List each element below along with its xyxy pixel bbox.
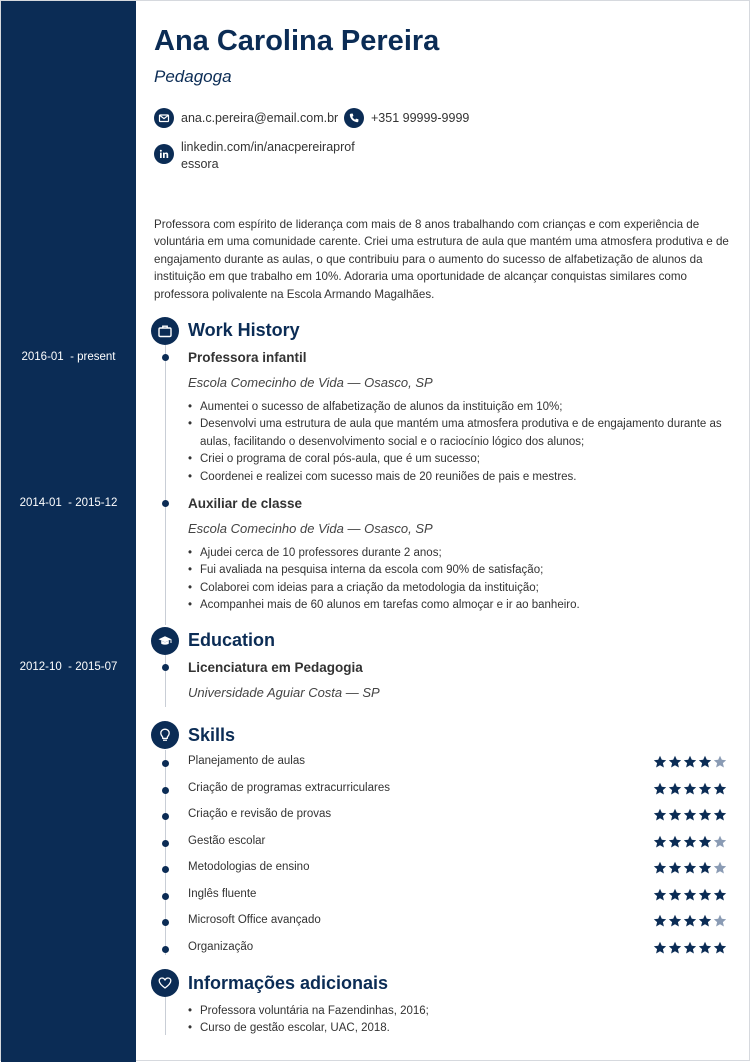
candidate-role: Pedagoga <box>154 67 232 86</box>
profile-summary: Professora com espírito de liderança com mais de 8 anos trabalhando com crianças e com experiência de voluntária em uma comunidade carente. Criei uma estrutura de aula que mantém uma atmosfera produtiva e de engajamento durante as aulas, o que contribuiu para o aumento do sucesso de alfabetização de alunos da instituição em que trabalho em 10%. Adoraria uma oportunidade de alcançar conquistas similares como professora polivalente na Escola Armando Magalhães. <box>154 218 729 301</box>
star-filled-icon <box>668 861 682 875</box>
star-filled-icon <box>683 941 697 955</box>
list-item: • Professora voluntária na Fazendinhas, 2016; <box>188 1003 733 1020</box>
star-filled-icon <box>683 888 697 902</box>
timeline-dot <box>162 500 169 507</box>
linkedin-text: essora <box>181 157 219 171</box>
star-filled-icon <box>668 914 682 928</box>
sidebar <box>1 1 136 1062</box>
star-filled-icon <box>713 808 727 822</box>
graduation-cap-icon <box>151 627 179 655</box>
education-date: 2012-10 - 2015-07 <box>19 661 118 673</box>
phone-text: +351 99999-9999 <box>371 111 470 125</box>
star-empty-icon <box>713 861 727 875</box>
section-title-skills: Skills <box>188 725 236 745</box>
timeline-dot <box>162 946 169 953</box>
skill-rating <box>653 755 728 769</box>
section-title-additional-info: Informações adicionais <box>188 973 389 993</box>
star-filled-icon <box>653 861 667 875</box>
skill-rating <box>653 941 728 955</box>
star-filled-icon <box>698 835 712 849</box>
envelope-icon <box>154 108 174 128</box>
email-text: ana.c.pereira@email.com.br <box>181 111 339 125</box>
skill-name: Organização <box>188 940 254 953</box>
job-date: 2016-01 - present <box>21 351 116 363</box>
email-contact[interactable] <box>154 108 338 128</box>
star-empty-icon <box>713 755 727 769</box>
timeline-line <box>165 345 166 625</box>
star-filled-icon <box>683 755 697 769</box>
star-filled-icon <box>653 941 667 955</box>
star-filled-icon <box>698 782 712 796</box>
star-filled-icon <box>653 835 667 849</box>
timeline-dot <box>162 787 169 794</box>
star-filled-icon <box>653 888 667 902</box>
briefcase-icon <box>151 317 179 345</box>
job-title: Professora infantil <box>188 350 307 365</box>
star-filled-icon <box>683 914 697 928</box>
star-empty-icon <box>713 835 727 849</box>
star-filled-icon <box>653 782 667 796</box>
skill-rating <box>653 782 728 796</box>
skill-name: Gestão escolar <box>188 834 266 847</box>
linkedin-icon <box>154 144 174 164</box>
timeline-dot <box>162 919 169 926</box>
timeline-line <box>165 655 166 707</box>
skill-rating <box>653 888 728 902</box>
star-filled-icon <box>698 914 712 928</box>
star-filled-icon <box>668 782 682 796</box>
timeline-dot <box>162 866 169 873</box>
star-filled-icon <box>653 808 667 822</box>
star-filled-icon <box>698 941 712 955</box>
timeline-dot <box>162 840 169 847</box>
skill-name: Microsoft Office avançado <box>188 914 321 926</box>
job-title: Auxiliar de classe <box>188 496 303 511</box>
star-filled-icon <box>713 888 727 902</box>
education-degree: Licenciatura em Pedagogia <box>188 660 363 675</box>
skill-name: Criação de programas extracurriculares <box>188 781 390 794</box>
list-item: • Colaborei com ideias para a criação da metodologia da instituição; <box>188 580 733 597</box>
star-filled-icon <box>653 914 667 928</box>
skill-rating <box>653 808 728 822</box>
star-filled-icon <box>668 941 682 955</box>
star-empty-icon <box>713 914 727 928</box>
lightbulb-icon <box>151 721 179 749</box>
skill-name: Metodologias de ensino <box>188 861 310 873</box>
phone-contact[interactable] <box>344 108 469 128</box>
additional-bullets <box>188 1003 733 1038</box>
star-filled-icon <box>698 888 712 902</box>
star-filled-icon <box>653 755 667 769</box>
job-bullets <box>188 545 733 615</box>
list-item: • Fui avaliada na pesquisa interna da escola com 90% de satisfação; <box>188 562 733 579</box>
skill-name: Criação e revisão de provas <box>188 808 332 820</box>
phone-icon <box>344 108 364 128</box>
star-filled-icon <box>668 835 682 849</box>
section-title-education: Education <box>188 630 276 650</box>
timeline-dot <box>162 813 169 820</box>
star-filled-icon <box>683 808 697 822</box>
job-company: Escola Comecinho de Vida — Osasco, SP <box>188 521 433 536</box>
star-filled-icon <box>668 808 682 822</box>
star-filled-icon <box>683 861 697 875</box>
heart-icon <box>151 969 179 997</box>
job-bullets <box>188 399 733 486</box>
list-item: • Acompanhei mais de 60 alunos em tarefas como almoçar e ir ao banheiro. <box>188 597 733 614</box>
timeline-dot <box>162 664 169 671</box>
star-filled-icon <box>668 755 682 769</box>
star-filled-icon <box>668 888 682 902</box>
job-date: 2014-01 - 2015-12 <box>19 497 118 509</box>
linkedin-text: linkedin.com/in/anacpereiraprof <box>181 140 355 154</box>
list-item: • Curso de gestão escolar, UAC, 2018. <box>188 1020 733 1037</box>
timeline-dot <box>162 354 169 361</box>
skill-name: Planejamento de aulas <box>188 755 305 767</box>
job-company: Escola Comecinho de Vida — Osasco, SP <box>188 375 433 390</box>
section-title-work-history: Work History <box>188 320 300 340</box>
timeline-dot <box>162 893 169 900</box>
skill-rating <box>653 861 728 875</box>
star-filled-icon <box>698 808 712 822</box>
star-filled-icon <box>713 782 727 796</box>
candidate-name: Ana Carolina Pereira <box>154 25 440 57</box>
education-school: Universidade Aguiar Costa — SP <box>188 685 380 700</box>
skill-name: Inglês fluente <box>188 887 257 900</box>
list-item: • Criei o programa de coral pós-aula, que é um sucesso; <box>188 451 733 468</box>
star-filled-icon <box>713 941 727 955</box>
star-filled-icon <box>683 782 697 796</box>
list-item: • Desenvolvi uma estrutura de aula que mantém uma atmosfera produtiva e de engajamento durante as aulas, facilitando o desenvolvimento social e o raciocínio lógico dos alunos; <box>188 416 733 451</box>
star-filled-icon <box>698 861 712 875</box>
timeline-dot <box>162 760 169 767</box>
list-item: • Aumentei o sucesso de alfabetização de alunos da instituição em 10%; <box>188 399 733 416</box>
skill-rating <box>653 835 728 849</box>
timeline-line <box>165 997 166 1035</box>
list-item: • Coordenei e realizei com sucesso mais de 20 reuniões de pais e mestres. <box>188 469 733 486</box>
star-filled-icon <box>698 755 712 769</box>
list-item: • Ajudei cerca de 10 professores durante 2 anos; <box>188 545 733 562</box>
linkedin-contact[interactable] <box>154 138 355 173</box>
star-filled-icon <box>683 835 697 849</box>
skill-rating <box>653 914 728 928</box>
